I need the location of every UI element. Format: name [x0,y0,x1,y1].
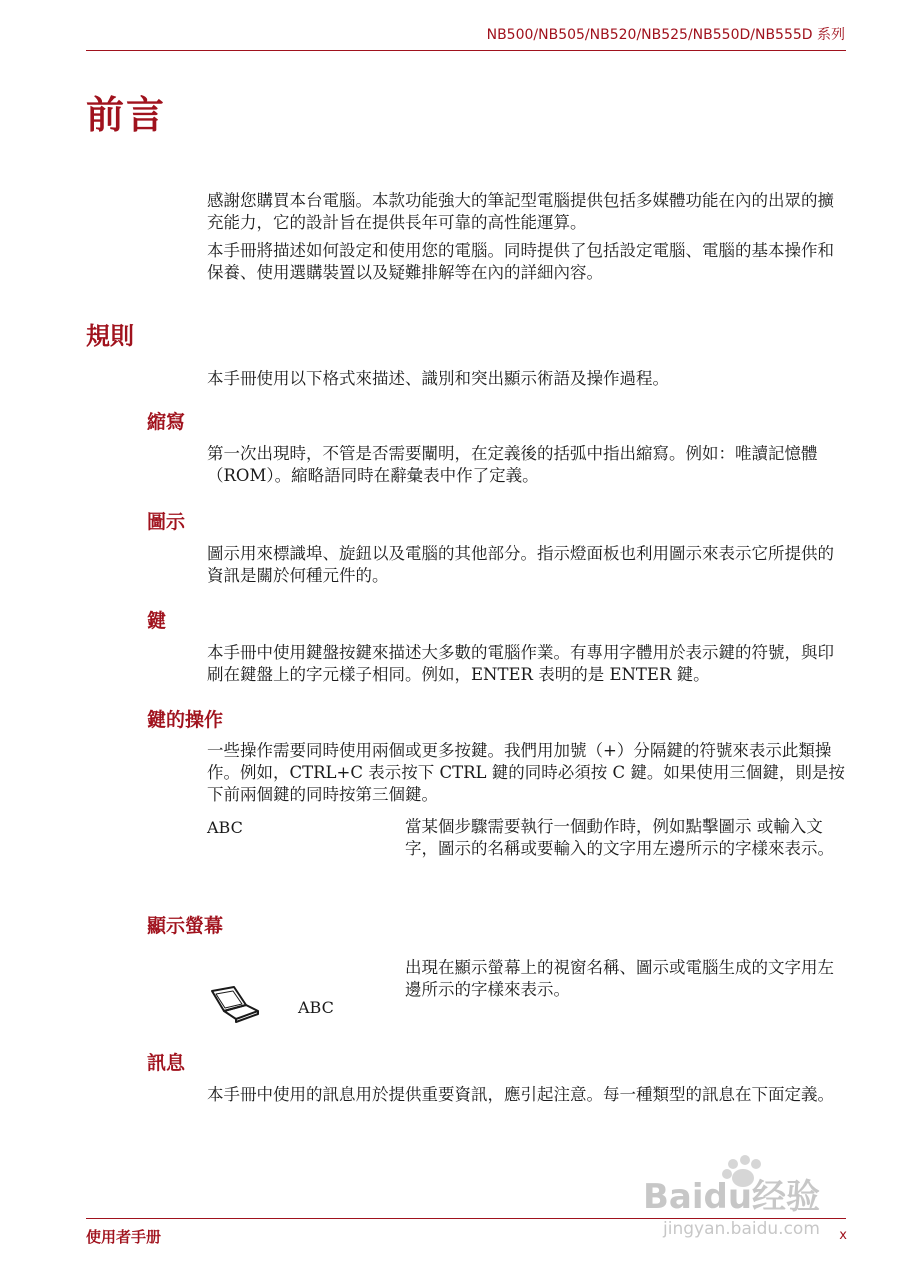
abbrev-text: 第一次出現時，不管是否需要闡明，在定義後的括弧中指出縮寫。例如：唯讀記憶體（ROM）。縮略語同時在辭彙表中作了定義。 [207,444,818,485]
key-ops-example-text: 當某個步驟需要執行一個動作時，例如點擊圖示 或輸入文字，圖示的名稱或要輸入的文字用左邊所示的字樣來表示。 [405,817,834,858]
page-number: x [839,1228,847,1243]
watermark-url: jingyan.baidu.com [663,1219,820,1239]
intro-paragraph-1: 感謝您購買本台電腦。本款功能強大的筆記型電腦提供包括多媒體功能在內的出眾的擴充能力，它的設計旨在提供長年可靠的高性能運算。 [207,191,834,232]
baidu-watermark [643,1150,843,1240]
laptop-icon [206,985,262,1027]
footer-title: 使用者手册 [86,1228,162,1246]
key-ops-example-label: ABC [207,818,243,837]
icons-heading: 圖示 [147,511,186,533]
watermark-brand: Baidu经验 [643,1177,821,1217]
messages-heading: 訊息 [147,1052,186,1074]
conventions-intro: 本手冊使用以下格式來描述、識別和突出顯示術語及操作過程。 [207,369,669,388]
intro-paragraph-2: 本手冊將描述如何設定和使用您的電腦。同時提供了包括設定電腦、電腦的基本操作和保養、使用選購裝置以及疑難排解等在內的詳細內容。 [207,241,834,282]
messages-text: 本手冊中使用的訊息用於提供重要資訊，應引起注意。每一種類型的訊息在下面定義。 [207,1085,834,1104]
conventions-heading: 規則 [86,322,134,350]
footer-rule [86,1218,846,1219]
abbrev-heading: 縮寫 [147,411,186,433]
page-title: 前言 [86,93,167,137]
icons-text: 圖示用來標識埠、旋鈕以及電腦的其他部分。指示燈面板也利用圖示來表示它所提供的資訊是關於何種元件的。 [207,544,834,585]
keys-text: 本手冊中使用鍵盤按鍵來描述大多數的電腦作業。有專用字體用於表示鍵的符號，與印刷在鍵盤上的字元樣子相同。例如，ENTER 表明的是 ENTER 鍵。 [207,643,834,684]
key-ops-heading: 鍵的操作 [147,709,224,731]
display-text: 出現在顯示螢幕上的視窗名稱、圖示或電腦生成的文字用左邊所示的字樣來表示。 [405,958,834,999]
header-series: NB500/NB505/NB520/NB525/NB550D/NB555D 系列 [486,27,845,43]
keys-heading: 鍵 [147,610,167,632]
key-ops-text: 一些操作需要同時使用兩個或更多按鍵。我們用加號（+）分隔鍵的符號來表示此類操作。例如，CTRL+C 表示按下 CTRL 鍵的同時必須按 C 鍵。如果使用三個鍵，則是按下前兩個鍵的同時按第三個鍵。 [207,741,845,804]
display-example-label: ABC [298,998,334,1017]
display-heading: 顯示螢幕 [147,915,224,937]
header-rule [86,50,846,51]
